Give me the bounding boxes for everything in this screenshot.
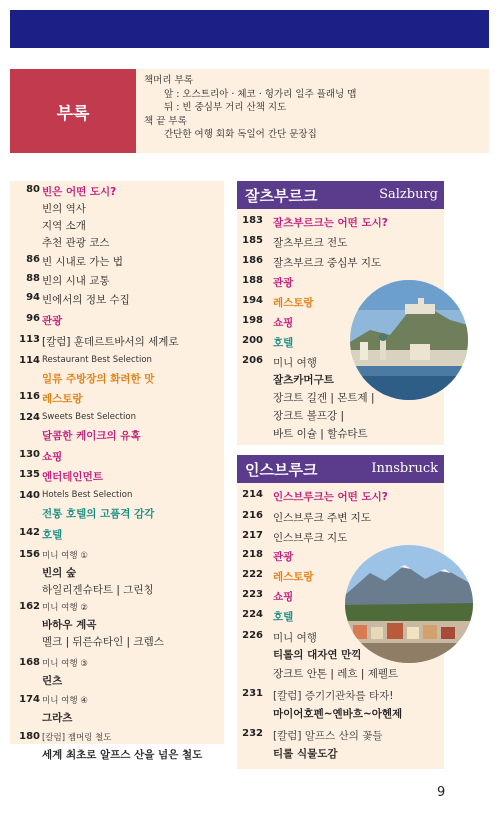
toc-entry-text: 빈에서의 정보 수집: [42, 294, 130, 306]
salzburg-header: [237, 181, 444, 209]
toc-page-number: 174: [19, 694, 40, 705]
toc-entry-text: 멜크 | 뒤른슈타인 | 크렘스: [42, 636, 164, 648]
toc-entry-text: 잘츠부르크 중심부 지도: [273, 257, 382, 269]
toc-page-number: 223: [242, 589, 263, 600]
toc-entry-text: 린츠: [42, 675, 63, 687]
toc-page-number: 232: [242, 728, 263, 739]
toc-entry-text: 마이어호펜~옌바흐~아헨제: [273, 708, 403, 720]
toc-entry-text: 티롤 식물도감: [273, 748, 338, 760]
appendix-line: 간단한 여행 회화 독일어 간단 문장집: [164, 129, 317, 140]
toc-entry-text: 바트 이슐 | 할슈타트: [273, 428, 368, 440]
toc-page-number: 226: [242, 630, 263, 641]
toc-entry-text: 일류 주방장의 화려한 맛: [42, 373, 155, 385]
toc-page-number: 194: [242, 295, 263, 306]
toc-entry-text: 미니 여행: [273, 632, 317, 644]
toc-page-number: 217: [242, 530, 263, 541]
toc-page-number: 116: [19, 391, 40, 402]
toc-entry-text: 전통 호텔의 고품격 감각: [42, 508, 155, 520]
toc-page-number: 218: [242, 549, 263, 560]
toc-page-number: 162: [19, 601, 40, 612]
toc-entry-text: [칼럼] 젬머링 철도: [42, 733, 112, 743]
toc-entry-text: 관광: [273, 277, 294, 289]
page-number: 9: [437, 785, 446, 800]
toc-page-number: 206: [242, 355, 263, 366]
toc-entry-text: 관광: [273, 551, 294, 563]
toc-page-number: 88: [26, 273, 40, 284]
toc-entry-text: 바하우 계곡: [42, 619, 97, 631]
toc-entry-text: [칼럼] 알프스 산의 꽃들: [273, 730, 383, 742]
toc-entry-text: 인스브루크 지도: [273, 532, 348, 544]
salzburg-title-ko: 잘츠부르크: [245, 187, 318, 205]
toc-entry-text: 하일리겐슈타트 | 그린칭: [42, 584, 154, 596]
appendix-line: 책머리 부록: [144, 75, 193, 86]
toc-entry-text: 지역 소개: [42, 220, 86, 232]
toc-entry-text: 장크트 길겐 | 몬트제 |: [273, 392, 375, 404]
toc-entry-text: 미니 여행 ①: [42, 551, 88, 561]
toc-entry-text: 티롤의 대자연 만끽: [273, 649, 362, 661]
toc-page-number: 198: [242, 315, 263, 326]
toc-entry-text: 엔터테인먼트: [42, 471, 103, 483]
toc-entry-text: [칼럼] 훈데르트바서의 세계로: [42, 336, 179, 348]
toc-page-number: 224: [242, 609, 263, 620]
toc-page-number: 188: [242, 275, 263, 286]
appendix-label: 부록: [10, 69, 136, 153]
toc-page-number: 114: [19, 355, 40, 366]
toc-page-number: 186: [242, 255, 263, 266]
toc-page-number: 140: [19, 490, 40, 501]
appendix-line: 뒤 : 빈 중심부 거리 산책 지도: [164, 102, 287, 113]
toc-entry-text: 호텔: [273, 611, 294, 623]
toc-page-number: 222: [242, 569, 263, 580]
toc-page-number: 80: [26, 184, 40, 195]
toc-page-number: 130: [19, 449, 40, 460]
innsbruck-title-en: Innsbruck: [371, 461, 438, 476]
toc-entry-text: [칼럼] 증기기관차를 타자!: [273, 690, 394, 702]
toc-page-number: 94: [26, 292, 40, 303]
innsbruck-header: [237, 455, 444, 483]
toc-entry-text: 레스토랑: [42, 393, 83, 405]
toc-entry-text: 빈은 어떤 도시?: [42, 186, 117, 198]
toc-entry-text: Sweets Best Selection: [42, 412, 136, 422]
toc-entry-text: 빈의 숲: [42, 567, 77, 579]
appendix-box: [10, 69, 489, 153]
toc-page-number: 113: [19, 334, 40, 345]
toc-entry-text: 쇼핑: [273, 317, 294, 329]
toc-page-number: 216: [242, 510, 263, 521]
toc-entry-text: 장크트 볼프강 |: [273, 410, 345, 422]
toc-page-number: 156: [19, 549, 40, 560]
appendix-line: 책 끝 부록: [144, 115, 187, 127]
toc-entry-text: 장크트 안톤 | 레흐 | 제펠트: [273, 668, 399, 680]
toc-entry-text: 빈의 역사: [42, 203, 86, 215]
toc-page-number: 183: [242, 215, 263, 226]
toc-entry-text: 레스토랑: [273, 571, 314, 583]
toc-entry-text: 세계 최초로 알프스 산을 넘은 철도: [42, 749, 203, 761]
toc-entry-text: 잘츠부르크 전도: [273, 237, 348, 249]
toc-entry-text: 쇼핑: [42, 451, 63, 463]
toc-entry-text: 그라츠: [42, 712, 73, 724]
appendix-contents: [136, 69, 489, 153]
innsbruck-photo: [345, 545, 473, 663]
toc-entry-text: 미니 여행 ④: [42, 696, 88, 706]
toc-page-number: 185: [242, 235, 263, 246]
appendix-line: 앞 : 오스트리아 · 체코 · 헝가리 일주 플래닝 맵: [164, 88, 357, 100]
toc-page-number: 231: [242, 688, 263, 699]
toc-entry-text: 쇼핑: [273, 591, 294, 603]
toc-entry-text: 미니 여행 ③: [42, 659, 88, 669]
toc-entry-text: 빈의 시내 교통: [42, 275, 110, 287]
salzburg-title-en: Salzburg: [379, 187, 438, 202]
toc-page-number: 142: [19, 527, 40, 538]
toc-entry-text: 호텔: [42, 529, 63, 541]
toc-entry-text: 빈 시내로 가는 법: [42, 256, 124, 268]
toc-entry-text: 미니 여행 ②: [42, 603, 88, 613]
toc-entry-text: Restaurant Best Selection: [42, 355, 152, 365]
toc-entry-text: 잘츠카머구트: [273, 374, 334, 386]
salzburg-photo: [350, 280, 468, 400]
toc-page-number: 180: [19, 731, 40, 742]
toc-entry-text: Hotels Best Selection: [42, 490, 133, 500]
toc-entry-text: 인스브루크는 어떤 도시?: [273, 491, 388, 503]
toc-page-number: 168: [19, 657, 40, 668]
toc-page-number: 96: [26, 313, 40, 324]
vienna-toc: [10, 181, 224, 761]
toc-entry-text: 달콤한 케이크의 유혹: [42, 430, 141, 442]
toc-entry-text: 호텔: [273, 337, 294, 349]
toc-page-number: 135: [19, 469, 40, 480]
top-banner: [10, 10, 489, 48]
innsbruck-title-ko: 인스브루크: [245, 461, 318, 479]
toc-page-number: 200: [242, 335, 263, 346]
toc-entry-text: 관광: [42, 315, 63, 327]
toc-entry-text: 레스토랑: [273, 297, 314, 309]
toc-page-number: 124: [19, 412, 40, 423]
toc-page-number: 86: [26, 254, 40, 265]
toc-entry-text: 인스브루크 주변 지도: [273, 512, 371, 524]
toc-entry-text: 잘츠부르크는 어떤 도시?: [273, 217, 388, 229]
toc-page-number: 214: [242, 489, 263, 500]
toc-entry-text: 추천 관광 코스: [42, 237, 110, 249]
toc-entry-text: 미니 여행: [273, 357, 317, 369]
